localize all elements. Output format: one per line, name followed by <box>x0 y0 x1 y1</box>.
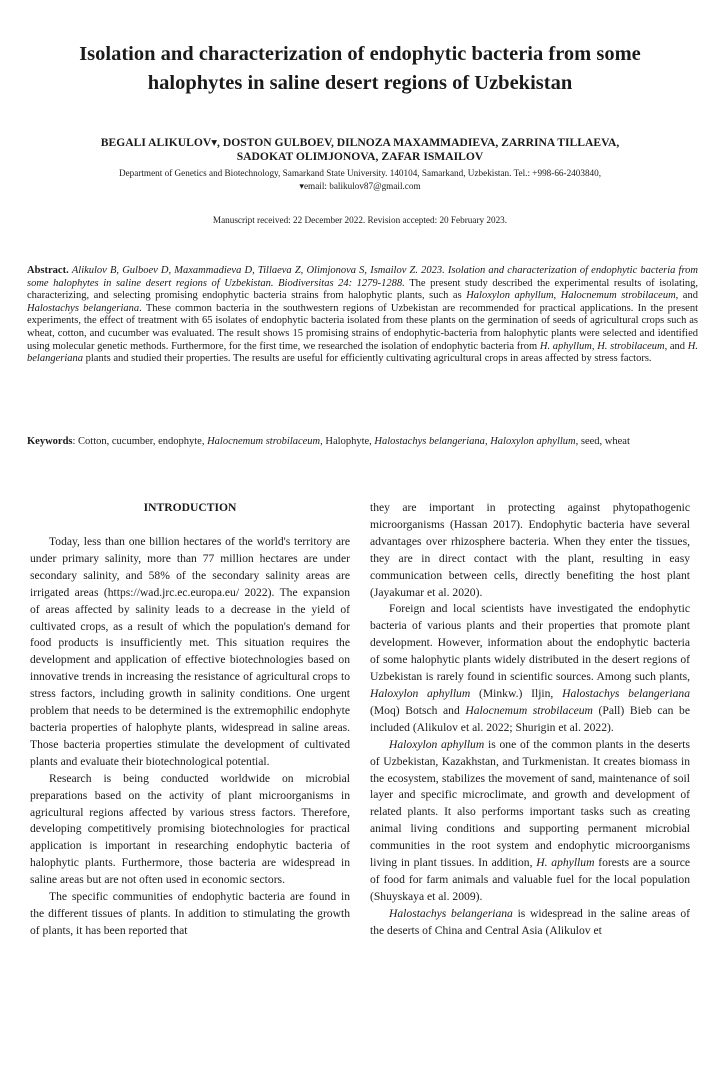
species-name: Haloxylon aphyllum <box>490 436 576 447</box>
intro-paragraph-2: Research is being conducted worldwide on microbial preparations based on the activity of plant microorganisms in agricultural regions affected by various stress factors. Therefore, developing competitively promising biotechnologies for practical application is important in researching endophytic bacteria of halophytic plants. Furthermore, those bacteria are widespread in saline areas but are not often used in economic sectors. <box>30 771 350 887</box>
affiliation-block <box>40 167 680 193</box>
affiliation: Department of Genetics and Biotechnology, Samarkand State University. 140104, Samarkand, Uzbekistan. Tel.: +998-66-2403840, <box>118 168 602 178</box>
paragraph-text: (Pall) Bieb can be included (Alikulov et al. 2022; Shurigin et al. 2022). <box>370 703 690 734</box>
intro-paragraph-4 <box>370 601 690 736</box>
paragraph-text: forests are a source of food for farm animals and valuable fuel for the local population (Shuyskaya et al. 2009). <box>370 856 690 903</box>
article-title: Isolation and characterization of endophytic bacteria from some halophytes in saline desert regions of Uzbekistan <box>79 43 641 94</box>
paragraph-text: is one of the common plants in the deserts of Uzbekistan, Kazakhstan, and Turkmenistan. It creates biomass in the ecosystem, stabilizes the movement of sand, maintenance of soil layer and specific microclimate, and growth and development of related plants. It also performs important tasks such as creating animal living conditions and supporting permanent microbial communities in the root system and endophytic microorganisms living in plant tissues. In addition, <box>370 737 691 870</box>
species-name: Haloxylon aphyllum <box>466 290 554 302</box>
abstract-text: The present study described the experimental results of isolating, characterizing, and selecting promising endophytic bacteria strains from halophytic plants, such as <box>27 277 698 302</box>
species-name: H. aphyllum <box>539 340 592 352</box>
abstract-citation: Alikulov B, Gulboev D, Maxammadieva D, Tillaeva Z, Olimjonova S, Ismailov Z. 2023. Isolation and characterization of endophytic bacteria from some halophytes in saline desert regions of Uzbekistan. Biodiversitas 24: 1279-1288. <box>27 265 698 289</box>
abstract-text: , <box>591 340 598 352</box>
species-name: Haloxylon aphyllum <box>389 737 485 751</box>
paragraph-text: (Moq) Botsch and <box>370 703 466 717</box>
intro-paragraph-6 <box>370 906 690 940</box>
intro-paragraph-5 <box>370 737 690 906</box>
species-name: Haloxylon aphyllum <box>370 686 471 700</box>
right-column <box>370 500 690 940</box>
intro-paragraph-1: Today, less than one billion hectares of the world's territory are under primary salinity, more than 77 million hectares are under secondary salinity, and 58% of the secondary salinity areas are irrigated areas (https://wad.jrc.ec.europa.eu/ 2022). The expansion of areas affected by salinity leads to a decrease in the yield of cultivated crops, as a result of which the population's demand for food products is insufficiently met. This situation requires the development and application of effective biotechnologies based on innovative trends in increasing the resistance of agricultural crops to stress factors, including growth in salinity conditions. One urgent problem that needs to be determined is the extremophilic endophyte bacteria properties of halophyte plants, widespread in saline areas. Those bacteria properties stimulate the development of cultivated plants and evaluate their biotechnological potential. <box>30 535 350 768</box>
abstract-text: , and <box>664 340 688 352</box>
species-name: Halostachys belangeriana <box>562 686 690 700</box>
species-name: Halostachys belangeriana <box>389 906 513 920</box>
species-name: Halostachys belangeriana <box>374 436 485 447</box>
corresponding-email: ▾email: balikulov87@gmail.com <box>299 181 421 191</box>
species-name: Halocnemum strobilaceum <box>560 290 676 302</box>
manuscript-dates: Manuscript received: 22 December 2022. Revision accepted: 20 February 2023. <box>212 215 508 225</box>
section-heading: INTRODUCTION <box>143 501 237 514</box>
keywords-text: : Cotton, cucumber, endophyte, <box>72 436 208 447</box>
species-name: H. aphyllum <box>536 856 595 870</box>
paragraph-text: (Minkw.) Iljin, <box>470 686 563 700</box>
authors-line-1: BEGALI ALIKULOV▾, DOSTON GULBOEV, DILNOZA MAXAMMADIEVA, ZARRINA TILLAEVA, <box>100 136 620 149</box>
abstract <box>27 265 698 366</box>
keywords-text: , seed, wheat <box>575 436 630 447</box>
intro-paragraph-3: The specific communities of endophytic bacteria are found in the different tissues of plants. In addition to stimulating the growth of plants, it has been reported that <box>30 890 350 937</box>
species-name: Halocnemum strobilaceum <box>465 703 593 717</box>
species-name: Halocnemum strobilaceum <box>207 436 321 447</box>
left-column <box>30 500 350 940</box>
author-list <box>40 136 680 164</box>
paragraph-text: is widespread in the saline areas of the deserts of China and Central Asia (Alikulov et <box>370 906 691 937</box>
abstract-text: , and <box>675 290 698 302</box>
keywords-label: Keywords <box>27 436 73 447</box>
keywords <box>27 436 698 449</box>
paragraph-text: Foreign and local scientists have investigated the endophytic bacteria of various plants and their properties that promote plant development. However, information about the endophytic bacteria of some halophytic plants widely distributed in the desert regions of Uzbekistan is rarely found in scientific sources. Among such plants, <box>370 602 690 684</box>
species-name: H. strobilaceum <box>597 340 665 352</box>
intro-paragraph-continued: they are important in protecting against phytopathogenic microorganisms (Hassan 2017). Endophytic bacteria have several advantages over rhizosphere bacteria. When they enter the tissues, they are in direct contact with the plant, resulting in easy communication between cells, directly benefiting the host plant (Jayakumar et al. 2020). <box>370 501 690 599</box>
abstract-label: Abstract. <box>27 265 69 276</box>
authors-line-2: SADOKAT OLIMJONOVA, ZAFAR ISMAILOV <box>236 150 484 163</box>
keywords-text: , Halophyte, <box>320 436 375 447</box>
abstract-text: , <box>553 290 561 302</box>
keywords-text: , <box>484 436 491 447</box>
species-name: H. belangeriana <box>27 340 698 365</box>
species-name: Halostachys belangeriana <box>27 302 140 314</box>
abstract-text: . These common bacteria in the southwestern regions of Uzbekistan are recommended for practical applications. In the present experiments, the effect of treatment with 65 isolates of endophytic bacteria isolated from these plants on the germination of seeds of agricultural crops such as wheat, cotton, and cucumber was evaluated. The result shows 15 promising strains of endophytic-bacteria from halophytic plants were selected and identified using molecular genetic methods. Furthermore, for the first time, we researched the isolation of endophytic bacteria from <box>27 302 698 352</box>
abstract-text: plants and studied their properties. The results are useful for efficiently cultivating agricultural crops in areas affected by stress factors. <box>83 353 652 365</box>
